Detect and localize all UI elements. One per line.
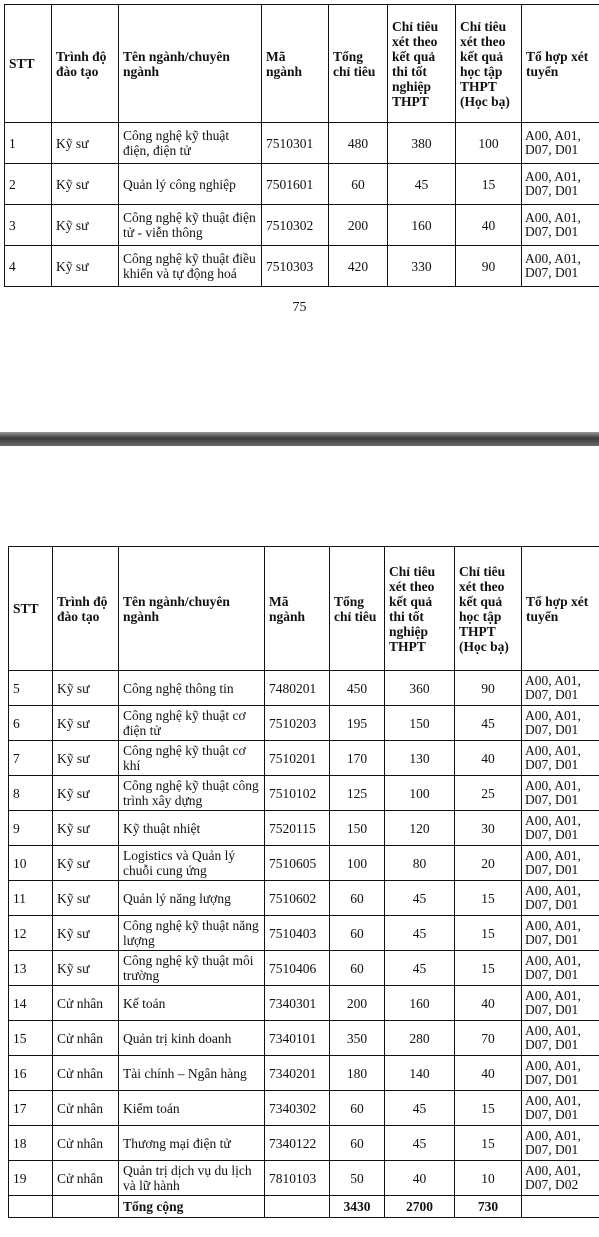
total-empty-code (265, 1196, 330, 1218)
cell-code: 7510303 (262, 246, 329, 287)
cell-total: 195 (330, 706, 385, 741)
cell-level: Cử nhân (53, 986, 119, 1021)
cell-stt: 14 (9, 986, 53, 1021)
cell-code: 7340201 (265, 1056, 330, 1091)
cell-hocba: 45 (455, 706, 522, 741)
cell-code: 7810103 (265, 1161, 330, 1196)
cell-level: Cử nhân (53, 1126, 119, 1161)
header-total: Tổng chỉ tiêu (330, 547, 385, 671)
cell-hocba: 70 (455, 1021, 522, 1056)
cell-name: Công nghệ kỹ thuật cơ khí (119, 741, 265, 776)
cell-total: 420 (329, 246, 388, 287)
cell-level: Kỹ sư (53, 881, 119, 916)
header-level: Trình độ đào tạo (53, 547, 119, 671)
cell-name: Quản lý năng lượng (119, 881, 265, 916)
table-row (9, 881, 599, 916)
cell-code: 7510605 (265, 846, 330, 881)
cell-level: Kỹ sư (53, 741, 119, 776)
cell-combo: A00, A01, D07, D01 (522, 916, 599, 951)
cell-code: 7340101 (265, 1021, 330, 1056)
header-code: Mã ngành (265, 547, 330, 671)
cell-name: Quản lý công nghiệp (119, 164, 262, 205)
cell-stt: 3 (5, 205, 52, 246)
table-body-page-2 (9, 671, 599, 1196)
table-row (9, 986, 599, 1021)
total-sum: 3430 (330, 1196, 385, 1218)
table-row (9, 776, 599, 811)
cell-thpt: 360 (385, 671, 455, 706)
cell-level: Cử nhân (53, 1091, 119, 1126)
header-combo: Tổ hợp xét tuyển (522, 5, 599, 123)
cell-name: Kiểm toán (119, 1091, 265, 1126)
total-empty-combo (522, 1196, 599, 1218)
cell-code: 7510203 (265, 706, 330, 741)
cell-stt: 17 (9, 1091, 53, 1126)
cell-name: Quản trị kinh doanh (119, 1021, 265, 1056)
table-row (5, 123, 599, 164)
cell-combo: A00, A01, D07, D01 (522, 123, 599, 164)
header-thpt: Chỉ tiêu xét theo kết quả thi tốt nghiệp THPT (385, 547, 455, 671)
cell-thpt: 120 (385, 811, 455, 846)
cell-hocba: 40 (455, 986, 522, 1021)
cell-hocba: 10 (455, 1161, 522, 1196)
table-row (9, 916, 599, 951)
cell-stt: 18 (9, 1126, 53, 1161)
table-total (9, 1196, 599, 1218)
cell-hocba: 90 (456, 246, 522, 287)
cell-level: Kỹ sư (53, 916, 119, 951)
cell-thpt: 330 (388, 246, 456, 287)
header-thpt: Chỉ tiêu xét theo kết quả thi tốt nghiệp THPT (388, 5, 456, 123)
header-hocba: Chỉ tiêu xét theo kết quả học tập THPT (Học bạ) (455, 547, 522, 671)
cell-name: Quản trị dịch vụ du lịch và lữ hành (119, 1161, 265, 1196)
cell-name: Công nghệ kỹ thuật cơ điện tử (119, 706, 265, 741)
cell-thpt: 160 (385, 986, 455, 1021)
cell-level: Kỹ sư (52, 205, 119, 246)
cell-level: Kỹ sư (52, 246, 119, 287)
total-hocba: 730 (455, 1196, 522, 1218)
cell-thpt: 280 (385, 1021, 455, 1056)
cell-name: Công nghệ thông tin (119, 671, 265, 706)
cell-total: 60 (330, 951, 385, 986)
cell-combo: A00, A01, D07, D01 (522, 1126, 599, 1161)
cell-combo: A00, A01, D07, D01 (522, 205, 599, 246)
cell-hocba: 15 (455, 951, 522, 986)
cell-total: 350 (330, 1021, 385, 1056)
table-row (5, 164, 599, 205)
table-row (9, 1161, 599, 1196)
cell-combo: A00, A01, D07, D01 (522, 164, 599, 205)
table-header (5, 5, 599, 123)
cell-hocba: 15 (455, 881, 522, 916)
cell-code: 7510406 (265, 951, 330, 986)
cell-total: 450 (330, 671, 385, 706)
cell-stt: 5 (9, 671, 53, 706)
cell-code: 7510102 (265, 776, 330, 811)
cell-name: Logistics và Quản lý chuỗi cung ứng (119, 846, 265, 881)
cell-hocba: 100 (456, 123, 522, 164)
cell-level: Kỹ sư (53, 846, 119, 881)
cell-total: 200 (330, 986, 385, 1021)
cell-hocba: 20 (455, 846, 522, 881)
cell-combo: A00, A01, D07, D01 (522, 846, 599, 881)
cell-hocba: 15 (455, 1126, 522, 1161)
cell-stt: 10 (9, 846, 53, 881)
cell-name: Công nghệ kỹ thuật môi trường (119, 951, 265, 986)
table-row (9, 741, 599, 776)
header-stt: STT (9, 547, 53, 671)
header-code: Mã ngành (262, 5, 329, 123)
cell-combo: A00, A01, D07, D02 (522, 1161, 599, 1196)
table-row (9, 846, 599, 881)
cell-total: 170 (330, 741, 385, 776)
header-stt: STT (5, 5, 52, 123)
cell-thpt: 140 (385, 1056, 455, 1091)
cell-thpt: 380 (388, 123, 456, 164)
header-total: Tổng chỉ tiêu (329, 5, 388, 123)
cell-total: 125 (330, 776, 385, 811)
cell-combo: A00, A01, D07, D01 (522, 776, 599, 811)
document-page-1 (0, 0, 599, 430)
cell-level: Kỹ sư (52, 164, 119, 205)
cell-thpt: 45 (385, 1126, 455, 1161)
cell-combo: A00, A01, D07, D01 (522, 246, 599, 287)
cell-level: Kỹ sư (53, 671, 119, 706)
cell-total: 480 (329, 123, 388, 164)
cell-combo: A00, A01, D07, D01 (522, 811, 599, 846)
total-thpt: 2700 (385, 1196, 455, 1218)
table-row (5, 205, 599, 246)
cell-stt: 11 (9, 881, 53, 916)
cell-thpt: 45 (388, 164, 456, 205)
total-empty-level (53, 1196, 119, 1218)
table-row (9, 1126, 599, 1161)
cell-combo: A00, A01, D07, D01 (522, 986, 599, 1021)
cell-stt: 1 (5, 123, 52, 164)
cell-hocba: 30 (455, 811, 522, 846)
cell-name: Kế toán (119, 986, 265, 1021)
cell-hocba: 15 (455, 916, 522, 951)
cell-thpt: 100 (385, 776, 455, 811)
cell-code: 7520115 (265, 811, 330, 846)
cell-total: 50 (330, 1161, 385, 1196)
cell-code: 7340122 (265, 1126, 330, 1161)
cell-name: Công nghệ kỹ thuật công trình xây dựng (119, 776, 265, 811)
cell-hocba: 40 (455, 741, 522, 776)
table-header (9, 547, 599, 671)
cell-code: 7510403 (265, 916, 330, 951)
cell-combo: A00, A01, D07, D01 (522, 881, 599, 916)
cell-name: Thương mại điện tử (119, 1126, 265, 1161)
cell-total: 60 (330, 881, 385, 916)
table-row (9, 951, 599, 986)
table-row (9, 1021, 599, 1056)
page-number: 75 (292, 300, 307, 315)
cell-total: 60 (330, 916, 385, 951)
cell-level: Cử nhân (53, 1021, 119, 1056)
cell-thpt: 45 (385, 951, 455, 986)
cell-name: Công nghệ kỹ thuật điện tử - viễn thông (119, 205, 262, 246)
cell-thpt: 45 (385, 916, 455, 951)
page-divider (0, 432, 599, 446)
table-row (9, 811, 599, 846)
cell-stt: 15 (9, 1021, 53, 1056)
cell-total: 100 (330, 846, 385, 881)
cell-total: 60 (329, 164, 388, 205)
table-row (9, 1091, 599, 1126)
cell-thpt: 40 (385, 1161, 455, 1196)
cell-combo: A00, A01, D07, D01 (522, 1056, 599, 1091)
cell-code: 7501601 (262, 164, 329, 205)
cell-stt: 12 (9, 916, 53, 951)
cell-stt: 13 (9, 951, 53, 986)
cell-thpt: 45 (385, 881, 455, 916)
cell-name: Công nghệ kỹ thuật điện, điện tử (119, 123, 262, 164)
cell-thpt: 130 (385, 741, 455, 776)
table-row (9, 706, 599, 741)
header-hocba: Chỉ tiêu xét theo kết quả học tập THPT (Học bạ) (456, 5, 522, 123)
table-row (9, 1056, 599, 1091)
cell-code: 7340301 (265, 986, 330, 1021)
cell-total: 150 (330, 811, 385, 846)
cell-combo: A00, A01, D07, D01 (522, 1021, 599, 1056)
cell-stt: 6 (9, 706, 53, 741)
cell-name: Công nghệ kỹ thuật năng lượng (119, 916, 265, 951)
cell-thpt: 80 (385, 846, 455, 881)
cell-total: 180 (330, 1056, 385, 1091)
cell-stt: 19 (9, 1161, 53, 1196)
cell-total: 60 (330, 1091, 385, 1126)
admission-table-page-2 (8, 546, 599, 1218)
header-level: Trình độ đào tạo (52, 5, 119, 123)
cell-total: 60 (330, 1126, 385, 1161)
header-combo: Tổ hợp xét tuyển (522, 547, 599, 671)
cell-name: Tài chính – Ngân hàng (119, 1056, 265, 1091)
cell-combo: A00, A01, D07, D01 (522, 706, 599, 741)
cell-level: Kỹ sư (53, 811, 119, 846)
cell-code: 7510602 (265, 881, 330, 916)
header-name: Tên ngành/chuyên ngành (119, 547, 265, 671)
cell-combo: A00, A01, D07, D01 (522, 951, 599, 986)
cell-thpt: 45 (385, 1091, 455, 1126)
cell-level: Kỹ sư (52, 123, 119, 164)
cell-thpt: 150 (385, 706, 455, 741)
total-label: Tổng cộng (119, 1196, 265, 1218)
cell-level: Cử nhân (53, 1056, 119, 1091)
cell-combo: A00, A01, D07, D01 (522, 1091, 599, 1126)
cell-code: 7510201 (265, 741, 330, 776)
table-row (9, 671, 599, 706)
cell-hocba: 40 (456, 205, 522, 246)
header-name: Tên ngành/chuyên ngành (119, 5, 262, 123)
cell-stt: 7 (9, 741, 53, 776)
cell-name: Công nghệ kỹ thuật điều khiển và tự động hoá (119, 246, 262, 287)
table-row (5, 246, 599, 287)
cell-code: 7510302 (262, 205, 329, 246)
cell-level: Cử nhân (53, 1161, 119, 1196)
cell-total: 200 (329, 205, 388, 246)
cell-stt: 2 (5, 164, 52, 205)
cell-hocba: 25 (455, 776, 522, 811)
cell-level: Kỹ sư (53, 706, 119, 741)
cell-hocba: 40 (455, 1056, 522, 1091)
cell-stt: 4 (5, 246, 52, 287)
cell-combo: A00, A01, D07, D01 (522, 741, 599, 776)
cell-code: 7340302 (265, 1091, 330, 1126)
cell-name: Kỹ thuật nhiệt (119, 811, 265, 846)
cell-code: 7480201 (265, 671, 330, 706)
cell-hocba: 90 (455, 671, 522, 706)
admission-table-page-1 (4, 4, 599, 287)
cell-code: 7510301 (262, 123, 329, 164)
cell-level: Kỹ sư (53, 951, 119, 986)
cell-thpt: 160 (388, 205, 456, 246)
total-empty-stt (9, 1196, 53, 1218)
cell-stt: 16 (9, 1056, 53, 1091)
cell-level: Kỹ sư (53, 776, 119, 811)
document-page-2 (0, 446, 599, 1237)
cell-hocba: 15 (456, 164, 522, 205)
cell-hocba: 15 (455, 1091, 522, 1126)
cell-stt: 9 (9, 811, 53, 846)
cell-stt: 8 (9, 776, 53, 811)
cell-combo: A00, A01, D07, D01 (522, 671, 599, 706)
table-body-page-1 (5, 123, 599, 287)
